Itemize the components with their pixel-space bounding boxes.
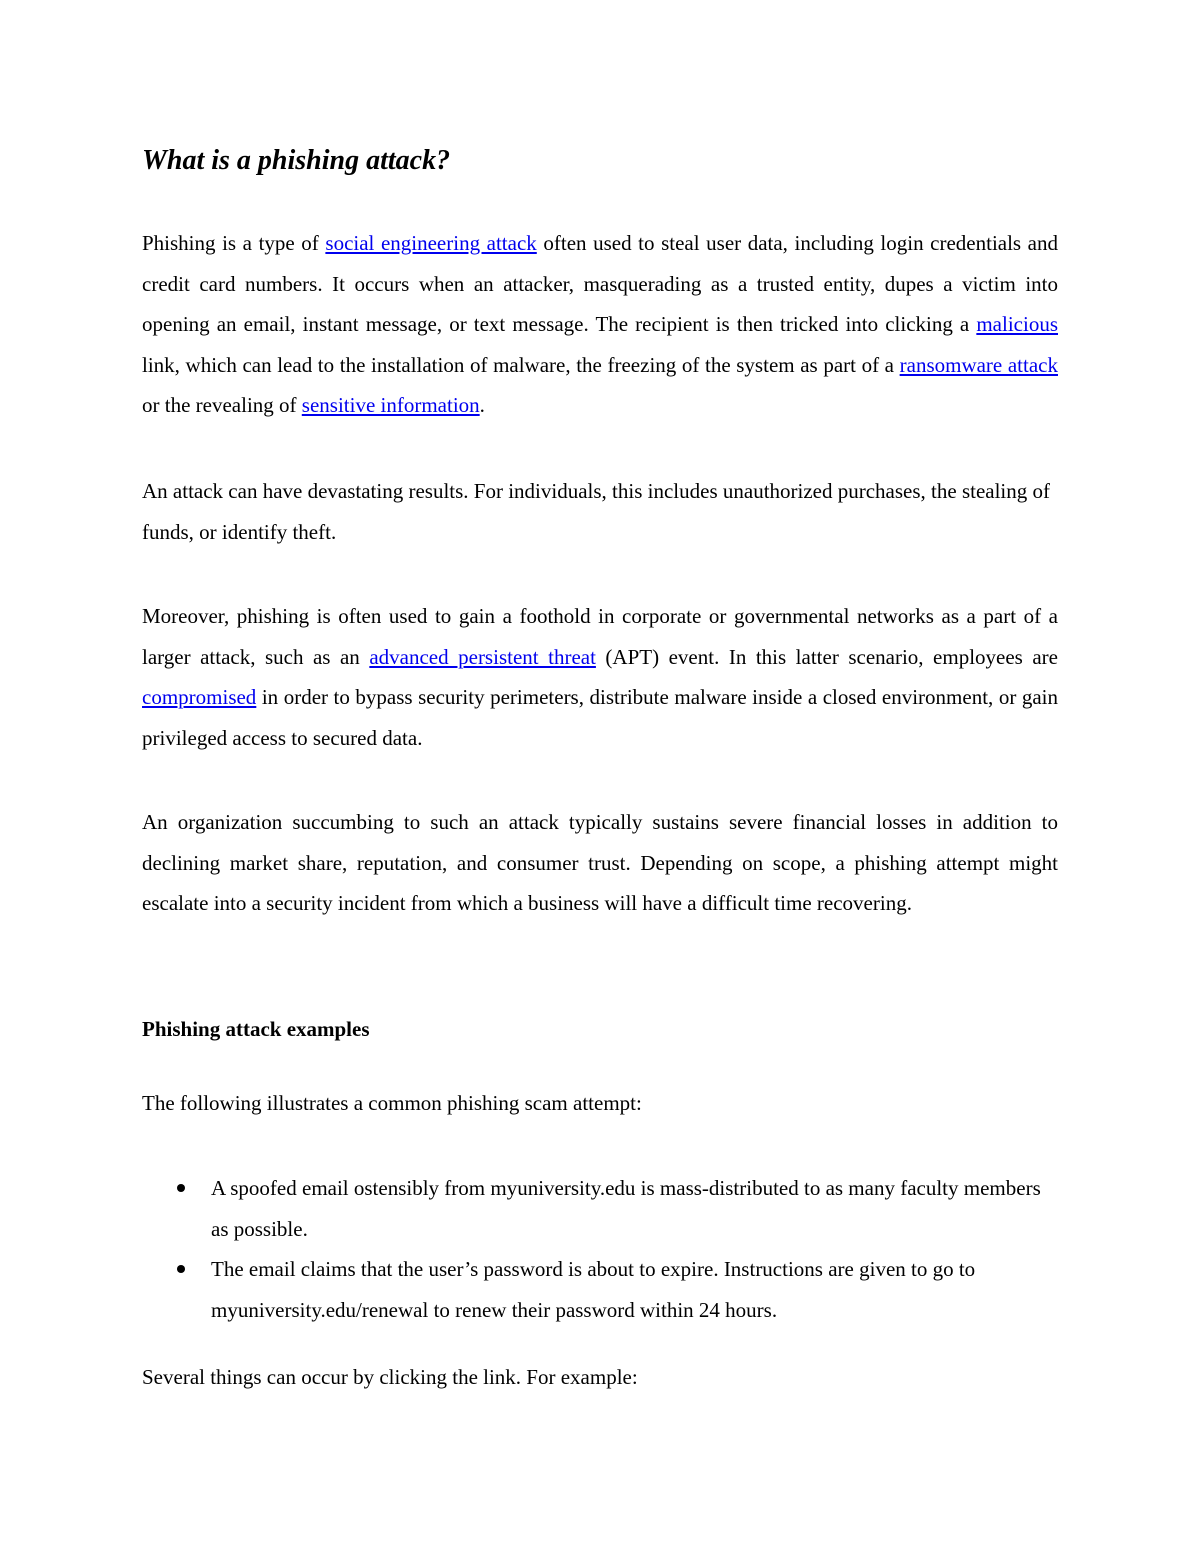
- example-bullet-list: [142, 1168, 1058, 1330]
- advanced-persistent-threat-link[interactable]: advanced persistent threat: [369, 644, 596, 669]
- foothold-text-3: in order to bypass security perimeters, distribute malware inside a closed environment, or gain privileged access to secured data.: [142, 685, 1058, 750]
- bullet-text: A spoofed email ostensibly from myuniversity.edu is mass-distributed to as many faculty members as possible.: [211, 1176, 1041, 1241]
- intro-text-5: .: [479, 393, 485, 417]
- intro-text-2: often used to steal user data, including login credentials and credit card numbers. It occurs when an attacker, masquerading as a trusted entity, dupes a victim into opening an email, instant message, or text message. The recipient is then tricked into clicking a: [142, 231, 1059, 336]
- organization-paragraph: An organization succumbing to such an attack typically sustains severe financial losses in addition to declining market share, reputation, and consumer trust. Depending on scope, a phishing attempt might escalate into a security incident from which a business will have a difficult time recovering.: [142, 810, 1058, 915]
- intro-text-3: link, which can lead to the installation of malware, the freezing of the system as part of a: [142, 352, 900, 377]
- bullet-icon: [177, 1265, 185, 1273]
- bullet-text: The email claims that the user’s password is about to expire. Instructions are given to go to myuniversity.edu/renewal to renew their password within 24 hours.: [211, 1257, 976, 1322]
- results-paragraph: An attack can have devastating results. For individuals, this includes unauthorized purchases, the stealing of funds, or identify theft.: [142, 479, 1051, 544]
- following-paragraph: The following illustrates a common phishing scam attempt:: [142, 1091, 642, 1115]
- page-title: What is a phishing attack?: [142, 145, 451, 176]
- intro-paragraph: [142, 223, 1058, 426]
- foothold-paragraph: [142, 596, 1058, 758]
- section-heading: Phishing attack examples: [142, 1017, 370, 1041]
- compromised-link[interactable]: compromised: [142, 685, 257, 709]
- intro-text-4: or the revealing of: [142, 393, 302, 417]
- intro-text-1: Phishing is a type of: [142, 231, 326, 255]
- closing-paragraph: Several things can occur by clicking the link. For example:: [142, 1365, 638, 1389]
- social-engineering-link[interactable]: social engineering attack: [325, 231, 537, 255]
- list-item: [142, 1168, 1058, 1249]
- bullet-icon: [177, 1184, 185, 1192]
- list-item: [142, 1249, 1058, 1330]
- foothold-text-2: (APT) event. In this latter scenario, employees are: [595, 644, 1058, 669]
- malicious-link[interactable]: malicious: [976, 312, 1058, 336]
- foothold-text-1: Moreover, phishing is often used to gain a foothold in corporate or governmental networks as a part of a larger attack, such as an: [142, 604, 1058, 669]
- sensitive-information-link[interactable]: sensitive information: [301, 393, 480, 417]
- ransomware-attack-link[interactable]: ransomware attack: [899, 352, 1058, 377]
